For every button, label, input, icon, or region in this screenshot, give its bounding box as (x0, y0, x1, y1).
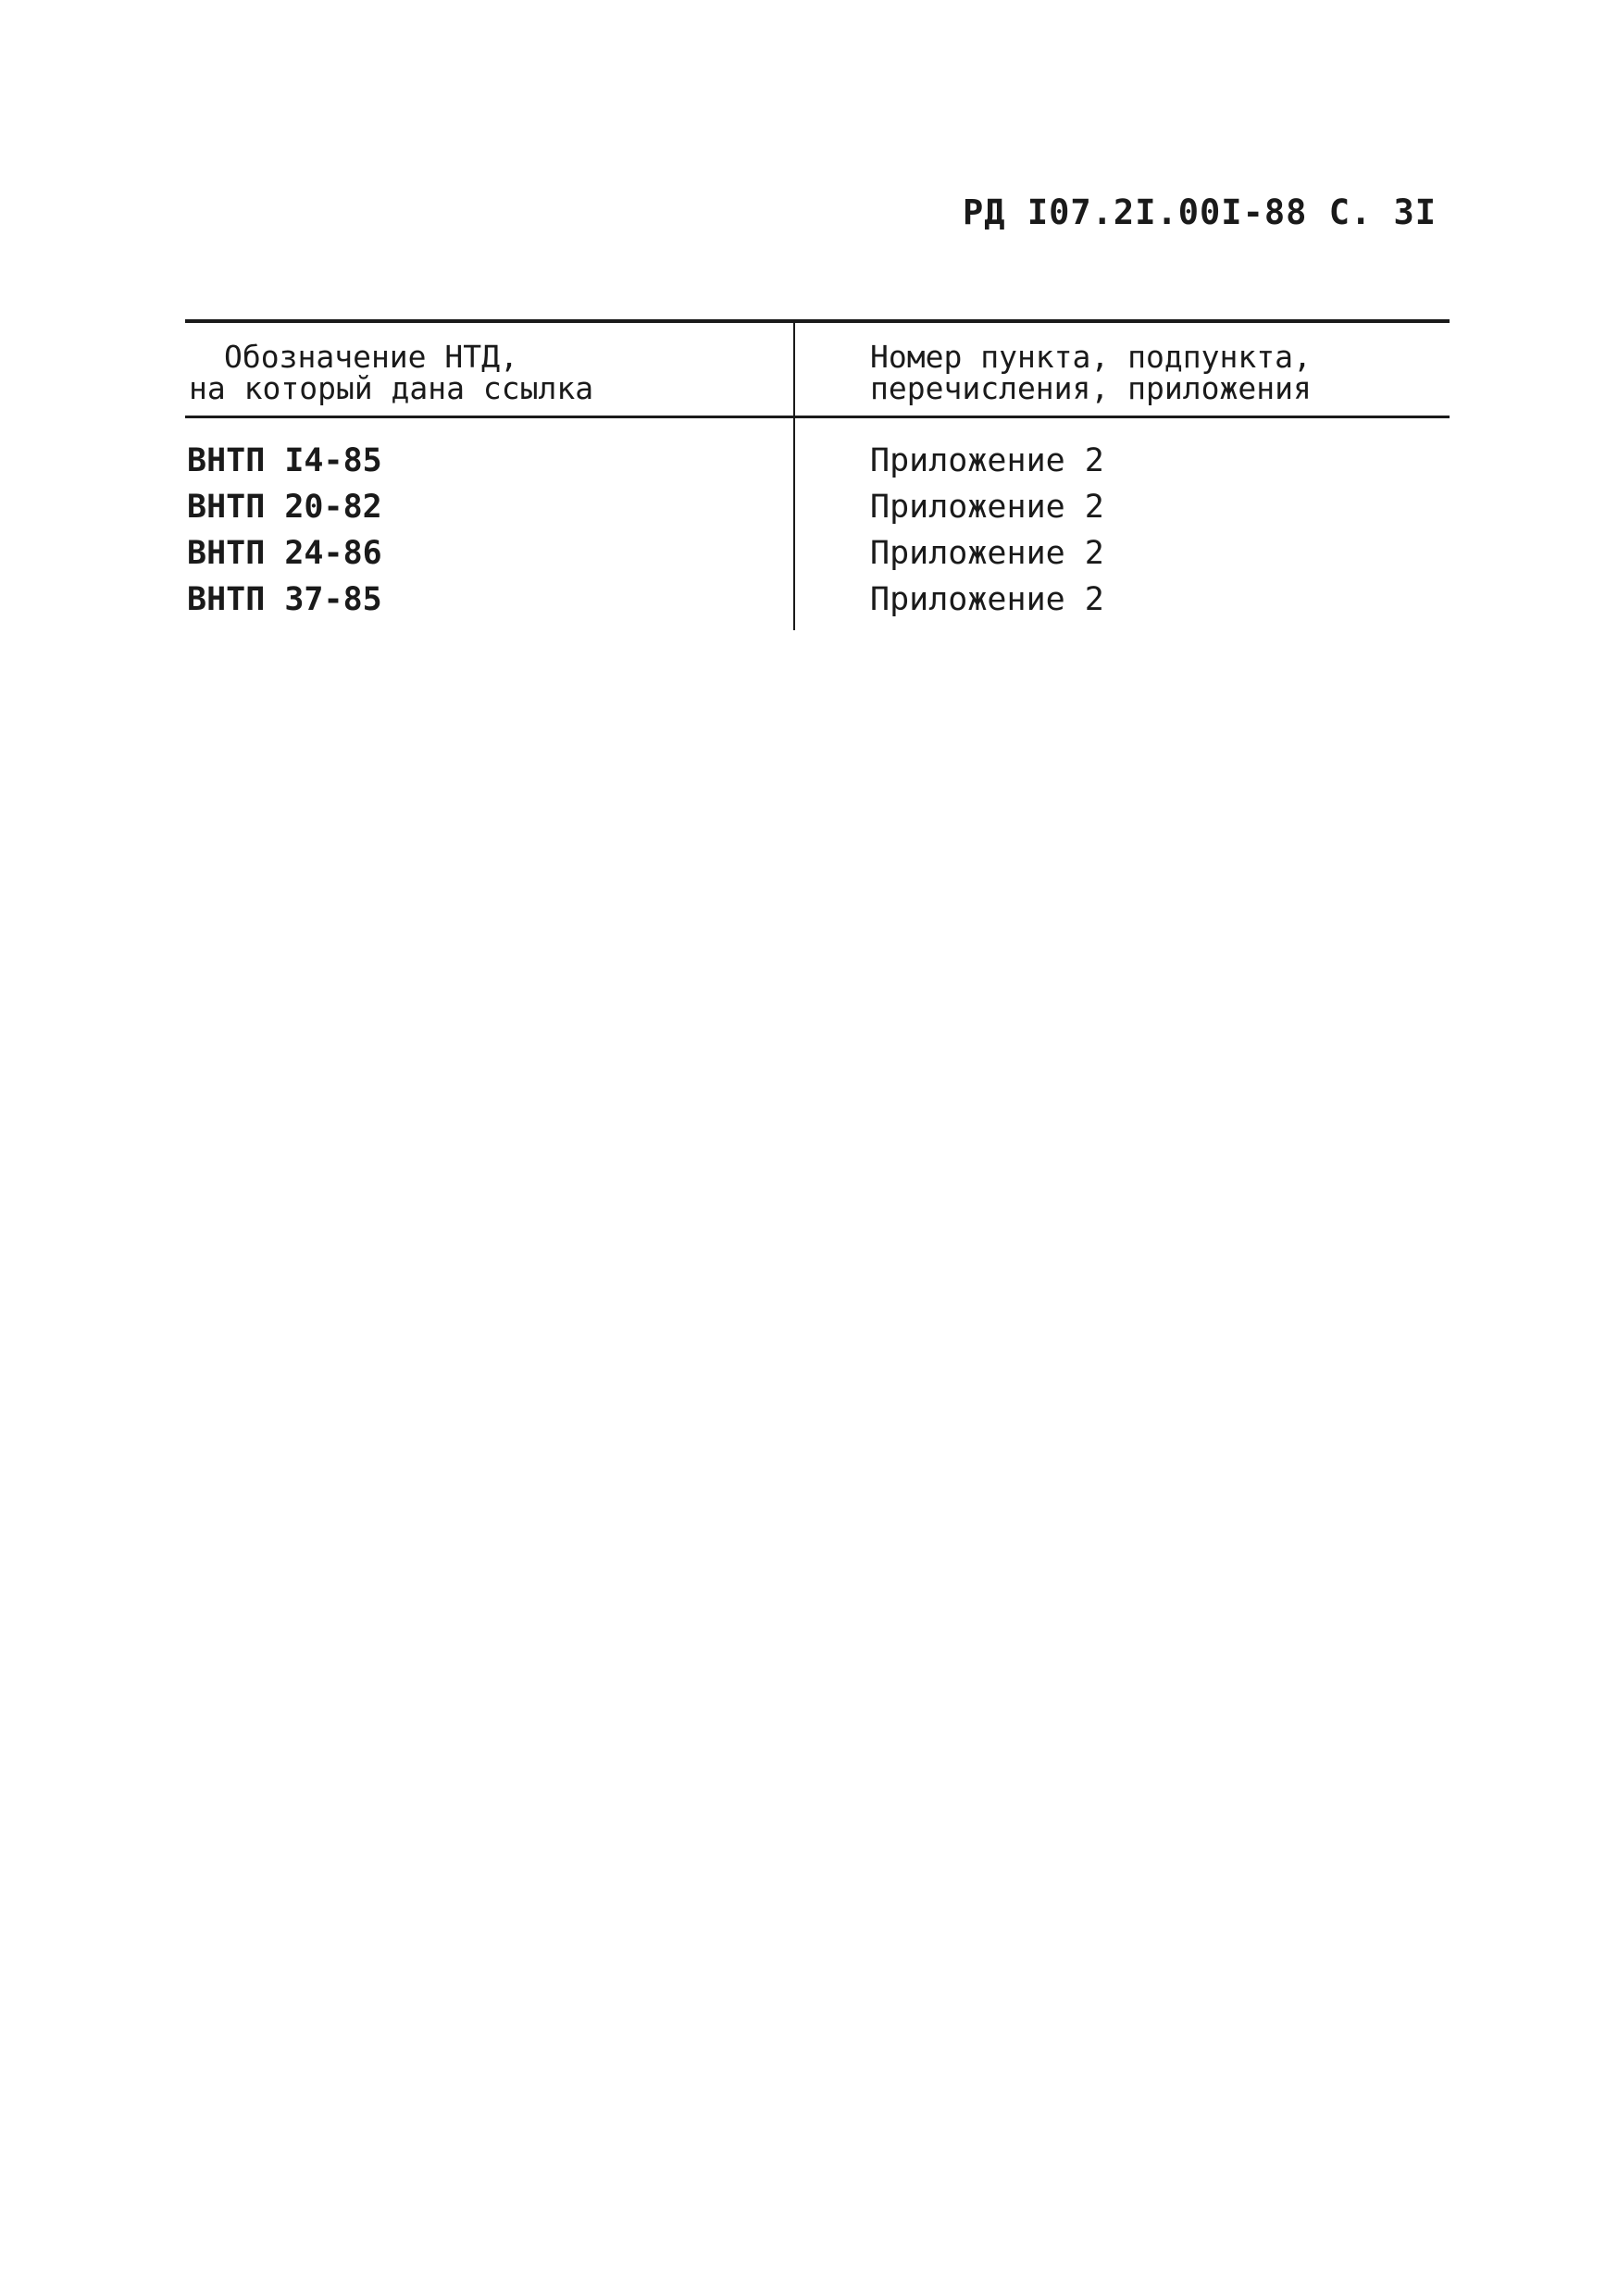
column-header-line: перечисления, приложения (870, 370, 1312, 406)
reference-table (185, 319, 1450, 634)
table-row (185, 530, 1450, 577)
ntd-code-cell: ВНТП 24-86 (187, 535, 382, 572)
table-row (185, 484, 1450, 530)
column-header-line: Обозначение НТД, (224, 339, 518, 375)
clause-ref-cell: Приложение 2 (870, 581, 1104, 618)
table-body (185, 438, 1450, 623)
clause-ref-cell: Приложение 2 (870, 442, 1104, 479)
table-row (185, 438, 1450, 484)
clause-ref-cell: Приложение 2 (870, 489, 1104, 526)
table-row (185, 577, 1450, 623)
ntd-code-cell: ВНТП I4-85 (187, 442, 382, 479)
page-header: РД I07.2I.00I-88 С. 3I (963, 192, 1438, 232)
clause-ref-cell: Приложение 2 (870, 535, 1104, 572)
column-header-clause (870, 341, 1312, 404)
ntd-code-cell: ВНТП 20-82 (187, 489, 382, 526)
column-header-designation (189, 341, 593, 404)
column-header-line: на который дана ссылка (189, 370, 594, 406)
column-header-line: Номер пункта, подпункта, (870, 339, 1312, 375)
ntd-code-cell: ВНТП 37-85 (187, 581, 382, 618)
table-header-rule (185, 416, 1450, 418)
table-top-rule (185, 319, 1450, 323)
